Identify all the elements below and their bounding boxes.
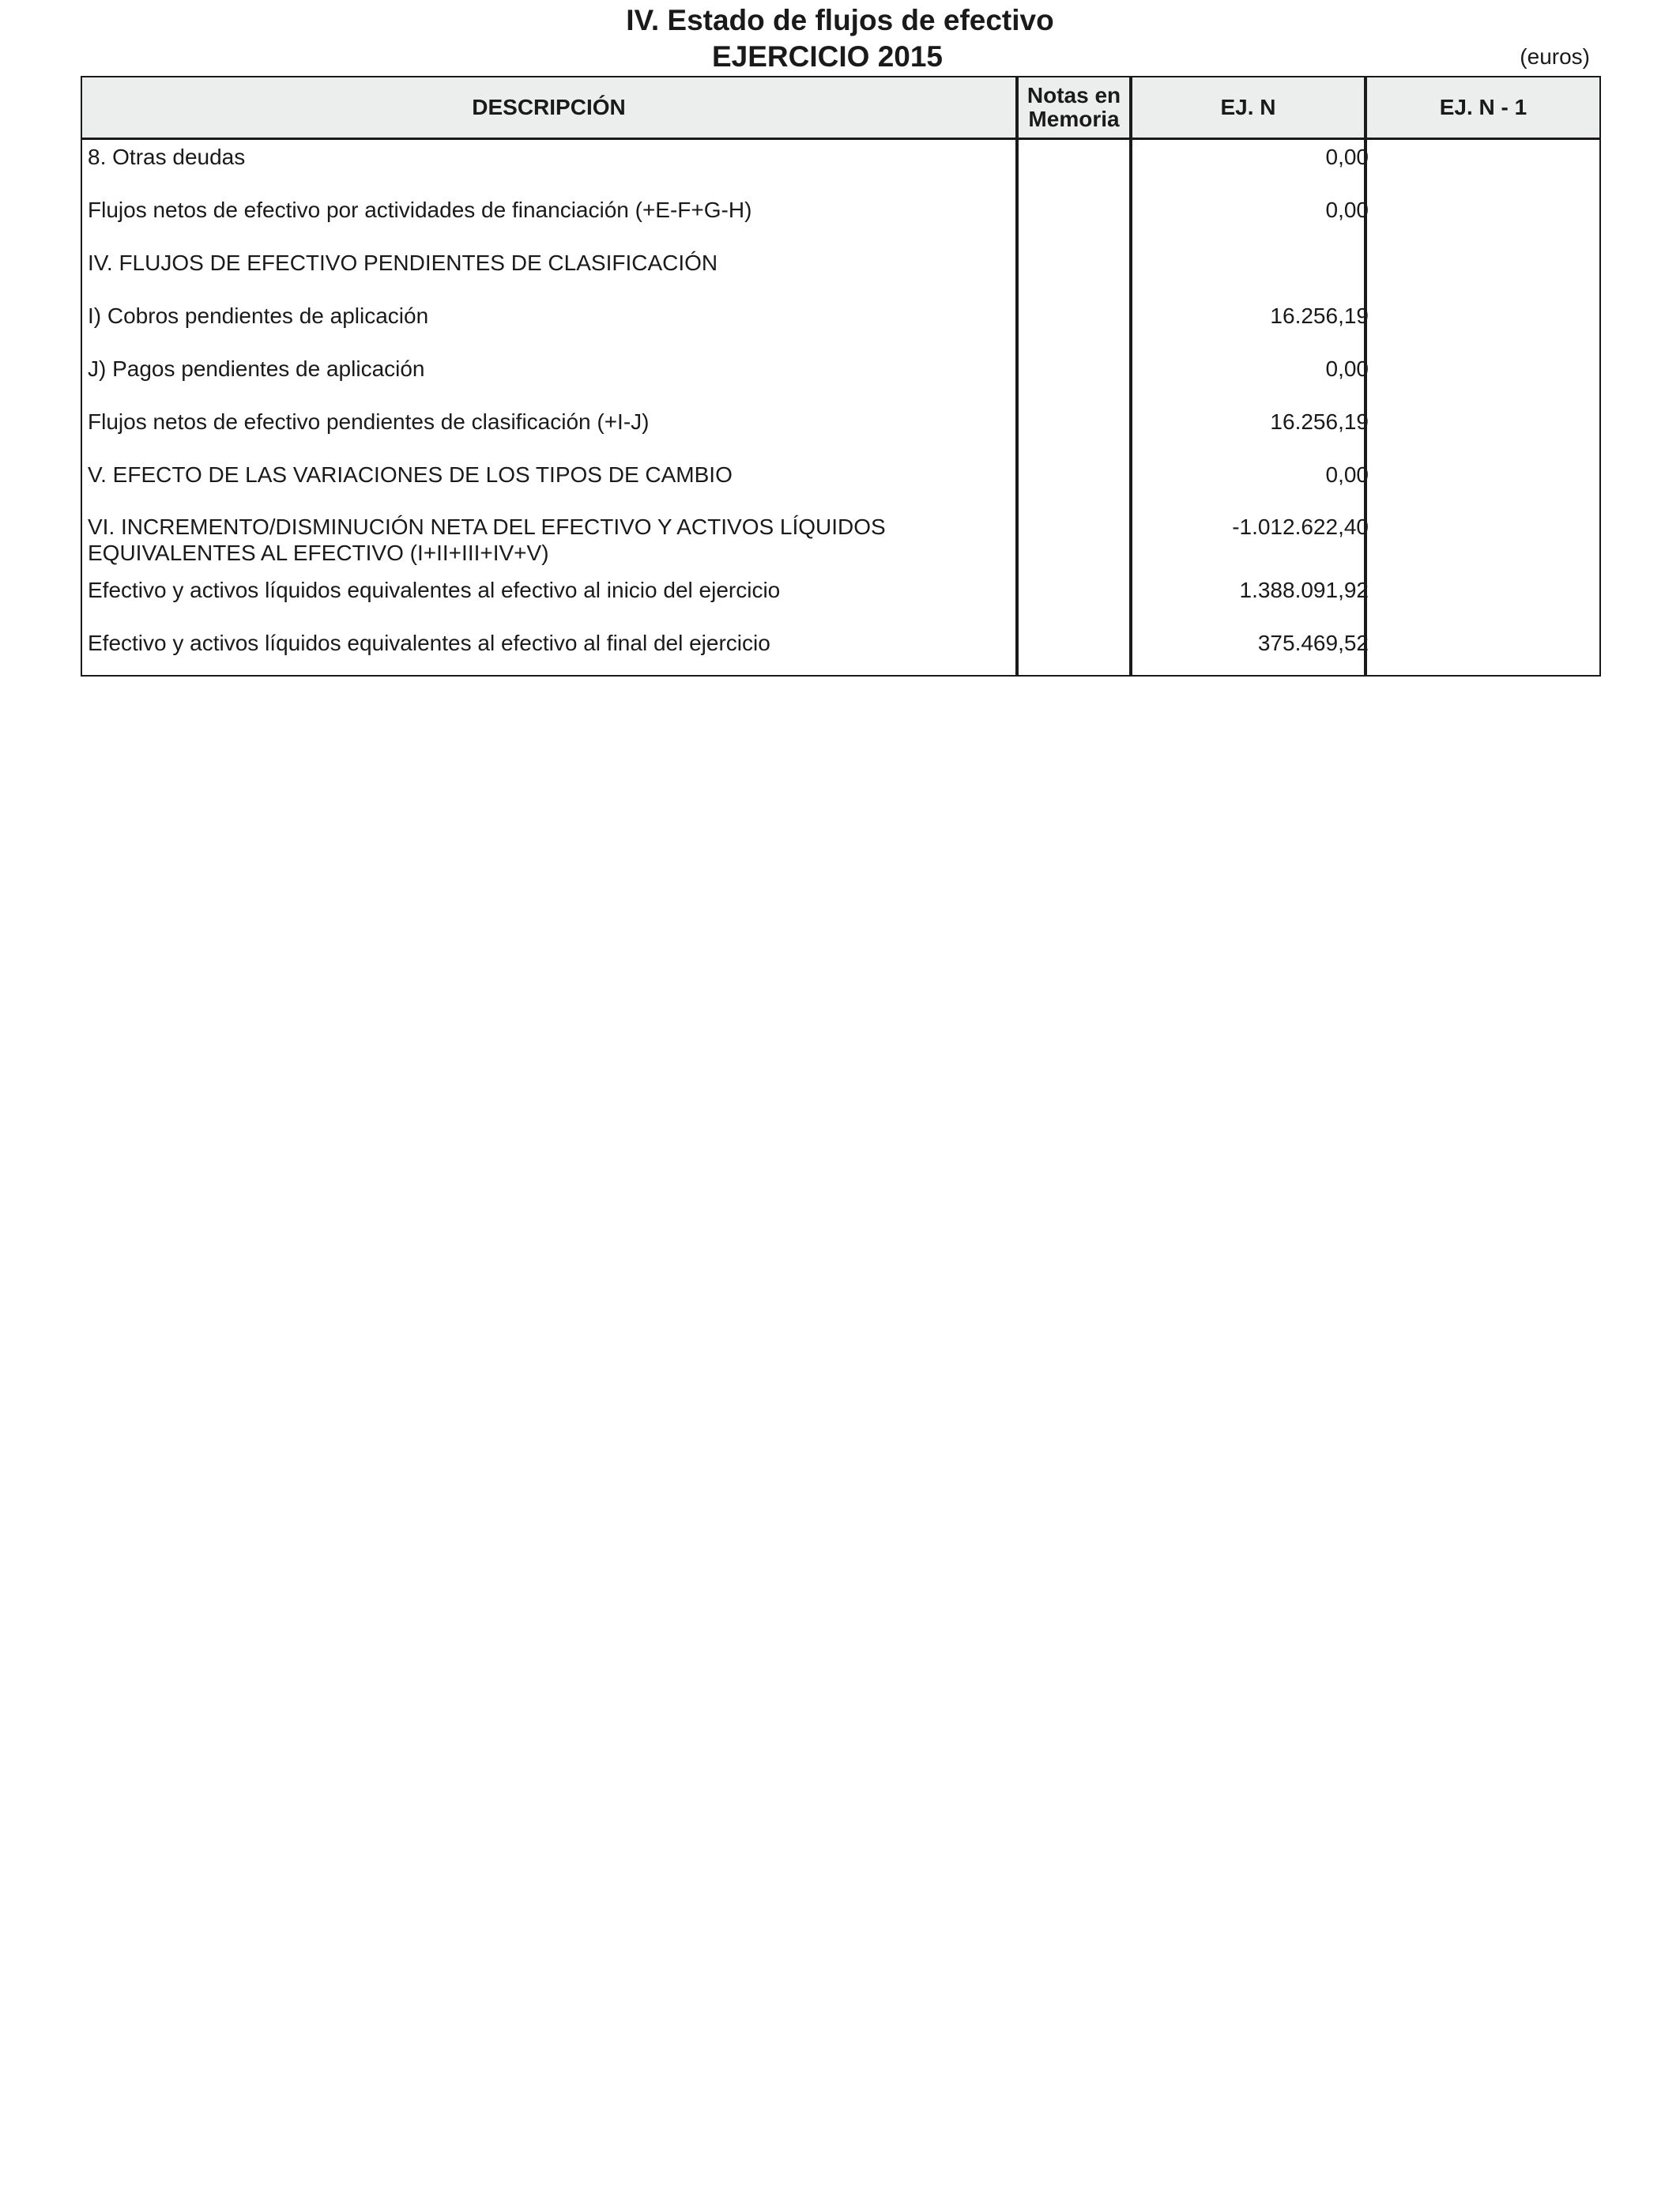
row-value-ej-n: 16.256,19 <box>1270 409 1369 434</box>
header-ej-n-1: EJ. N - 1 <box>1439 95 1527 119</box>
row-description: V. EFECTO DE LAS VARIACIONES DE LOS TIPOS DE CAMBIO <box>88 462 733 487</box>
row-value-ej-n: 0,00 <box>1325 198 1369 222</box>
row-description-line2: EQUIVALENTES AL EFECTIVO (I+II+III+IV+V) <box>88 541 549 565</box>
row-description: Flujos netos de efectivo por actividades de financiación (+E-F+G-H) <box>88 198 752 222</box>
column-divider <box>1129 77 1132 675</box>
row-description: Efectivo y activos líquidos equivalentes al efectivo al inicio del ejercicio <box>88 578 781 602</box>
header-notas-memoria <box>1019 77 1129 138</box>
row-description: 8. Otras deudas <box>88 145 246 169</box>
row-description: I) Cobros pendientes de aplicación <box>88 303 429 328</box>
row-value-ej-n: 375.469,52 <box>1257 631 1369 655</box>
row-value-ej-n: 0,00 <box>1325 462 1369 487</box>
fiscal-year-title: EJERCICIO 2015 <box>711 40 944 73</box>
row-description: Efectivo y activos líquidos equivalentes al efectivo al final del ejercicio <box>88 631 770 655</box>
cash-flow-table <box>81 76 1601 677</box>
header-notas-line1: Notas en <box>1026 83 1121 107</box>
row-value-ej-n: 1.388.091,92 <box>1239 578 1369 602</box>
header-ej-n: EJ. N <box>1220 95 1276 119</box>
row-description-line1: VI. INCREMENTO/DISMINUCIÓN NETA DEL EFECTIVO Y ACTIVOS LÍQUIDOS <box>88 515 886 539</box>
section-heading: IV. FLUJOS DE EFECTIVO PENDIENTES DE CLASIFICACIÓN <box>88 251 718 275</box>
row-value-ej-n: 0,00 <box>1325 145 1369 169</box>
row-value-ej-n: 0,00 <box>1325 356 1369 381</box>
header-notas-line2: Memoria <box>1028 107 1120 131</box>
row-description: J) Pagos pendientes de aplicación <box>88 356 425 381</box>
row-description <box>88 514 1020 566</box>
row-value-ej-n: 16.256,19 <box>1270 303 1369 328</box>
currency-units: (euros) <box>1520 44 1590 69</box>
header-descripcion: DESCRIPCIÓN <box>472 95 626 119</box>
document-title: IV. Estado de flujos de efectivo <box>626 4 1054 36</box>
row-value-ej-n: -1.012.622,40 <box>1232 515 1369 539</box>
row-description: Flujos netos de efectivo pendientes de clasificación (+I-J) <box>88 409 650 434</box>
